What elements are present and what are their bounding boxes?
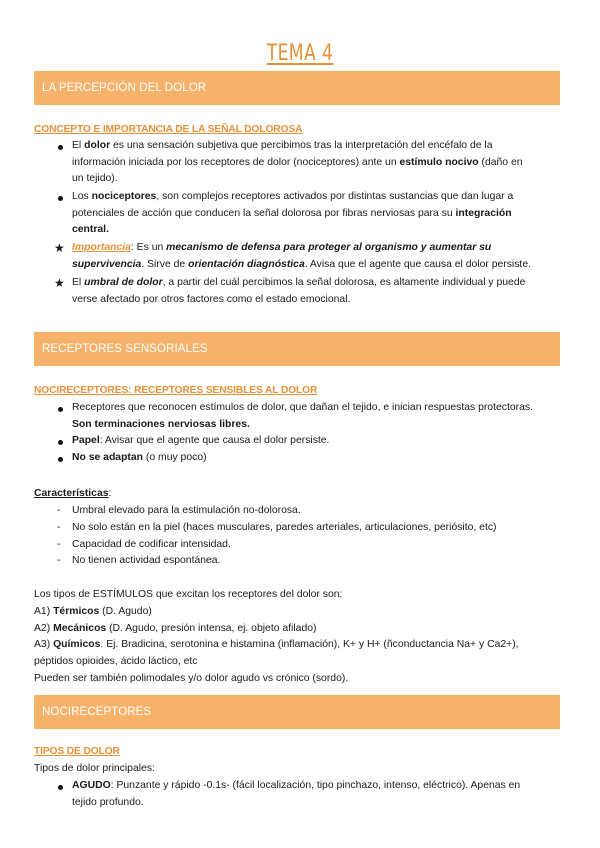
subheading-tipos-dolor: TIPOS DE DOLOR (34, 746, 120, 757)
paragraph-no-adaptan: No se adaptan (o muy poco) (72, 452, 207, 463)
bullet-dot (58, 145, 63, 150)
subheading-nocireceptores: NOCIRECEPTORES: RECEPTORES SENSIBLES AL DOLOR (34, 385, 318, 396)
dash-item: No solo están en la piel (haces musculares, paredes arteriales, articulaciones, periósito, etc) (72, 522, 497, 533)
star-icon: ★ (54, 276, 65, 290)
dash-marker: - (57, 539, 61, 550)
section-header-percepcion: LA PERCEPCIÓN DEL DOLOR (34, 71, 560, 105)
dash-marker: - (57, 522, 61, 533)
subheading-concepto: CONCEPTO E IMPORTANCIA DE LA SEÑAL DOLOROSA (34, 124, 303, 135)
estimulo-a3: A3) Químicos. Ej. Bradicina, serotonina e histamina (inflamación), K+ y H+ (ñconductancia Na+ y Ca2+), péptidos opioides, ácido láctico, etc (34, 639, 519, 667)
bullet-dot (58, 407, 63, 412)
section-header-nocireceptores: NOCIRECEPTORES (34, 695, 560, 729)
bullet-dot (58, 440, 63, 445)
dash-item: Umbral elevado para la estimulación no-dolorosa. (72, 505, 301, 516)
tipos-estimulos-line: Los tipos de ESTÍMULOS que excitan los receptores del dolor son: (34, 589, 343, 600)
bullet-dot (58, 196, 63, 201)
paragraph-dolor: El dolor es una sensación subjetiva que percibimos tras la interpretación del encéfalo de la información iniciada por los receptores de dolor (nociceptores) ante un estímulo nocivo (daño en un tejido). (72, 140, 523, 185)
polimodales-line: Pueden ser también polimodales y/o dolor agudo vs crónico (sordo). (34, 673, 349, 684)
caracteristicas-label: Características: (34, 488, 112, 499)
paragraph-papel: Papel: Avisar que el agente que causa el dolor persiste. (72, 435, 330, 446)
estimulo-a2: A2) Mecánicos (D. Agudo, presión intensa, ej. objeto afilado) (34, 623, 317, 634)
paragraph-importancia: Importancia: Es un mecanismo de defensa para proteger al organismo y aumentar su supervivencia. Sirve de orientación diagnóstica. Avisa que el agente que causa el dolor persiste. (72, 242, 531, 270)
page-title: TEMA 4 (266, 41, 334, 66)
section-header-receptores: RECEPTORES SENSORIALES (34, 332, 560, 366)
paragraph-nociceptores: Los nociceptores, son complejos receptores activados por distintas sustancias que dan lugar a potenciales de acción que conducen la señal dolorosa por fibras nerviosas para su integración central. (72, 191, 514, 236)
bullet-dot (58, 785, 63, 790)
bullet-dot (58, 457, 63, 462)
dash-marker: - (57, 555, 61, 566)
tipos-dolor-intro: Tipos de dolor principales: (34, 763, 155, 774)
paragraph-umbral: El umbral de dolor, a partir del cuál percibimos la señal dolorosa, es altamente individual y puede verse afectado por otros factores como el estado emocional. (72, 277, 526, 305)
dash-item: Capacidad de codificar intensidad. (72, 539, 231, 550)
star-icon: ★ (54, 241, 65, 255)
paragraph-agudo: AGUDO: Punzante y rápido -0.1s- (fácil localización, tipo pinchazo, intenso, eléctrico). Apenas en tejido profundo. (72, 780, 521, 808)
paragraph-receptores: Receptores que reconocen estímulos de dolor, que dañan el tejido, e inician respuestas protectoras. Son terminaciones nerviosas libres. (72, 402, 533, 430)
estimulo-a1: A1) Térmicos (D. Agudo) (34, 606, 152, 617)
dash-marker: - (57, 505, 61, 516)
dash-item: No tienen actividad espontánea. (72, 555, 221, 566)
